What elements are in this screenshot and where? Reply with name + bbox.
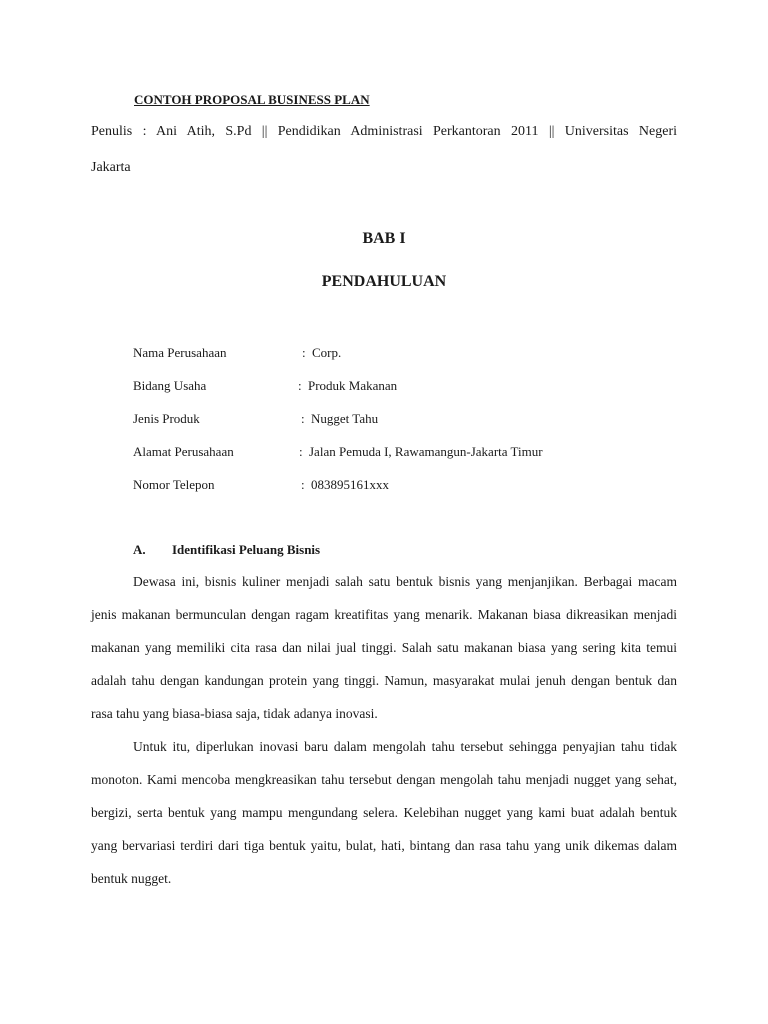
info-separator: : xyxy=(301,411,305,426)
chapter-title: PENDAHULUAN xyxy=(321,273,447,290)
paragraph-1-line-2: jenis makanan bermunculan dengan ragam kreatifitas yang menarik. Makanan biasa dikreasikan menjadi xyxy=(91,607,677,622)
paragraph-1-line-4: adalah tahu dengan kandungan protein yang tinggi. Namun, masyarakat mulai jenuh dengan bentuk dan xyxy=(91,673,677,688)
paragraph-2-line-1: Untuk itu, diperlukan inovasi baru dalam mengolah tahu tersebut sehingga penyajian tahu tidak xyxy=(133,739,677,754)
info-value: 083895161xxx xyxy=(311,477,389,492)
info-label: Jenis Produk xyxy=(133,411,200,426)
info-label: Bidang Usaha xyxy=(133,378,207,393)
paragraph-1-line-3: makanan yang memiliki cita rasa dan nilai jual tinggi. Salah satu makanan biasa yang sering kita temui xyxy=(91,640,677,655)
info-value: Nugget Tahu xyxy=(311,411,379,426)
section-number: A. xyxy=(133,542,146,557)
info-label: Alamat Perusahaan xyxy=(133,444,234,459)
document-title: CONTOH PROPOSAL BUSINESS PLAN xyxy=(134,92,370,107)
info-separator: : xyxy=(301,477,305,492)
paragraph-2-line-2: monoton. Kami mencoba mengkreasikan tahu tersebut dengan mengolah tahu menjadi nugget yang sehat, xyxy=(91,772,677,787)
info-value: Produk Makanan xyxy=(308,378,398,393)
info-label: Nama Perusahaan xyxy=(133,345,227,360)
paragraph-2-line-4: yang bervariasi terdiri dari tiga bentuk yaitu, bulat, hati, bintang dan rasa tahu yang unik dikemas dalam xyxy=(91,838,677,853)
info-label: Nomor Telepon xyxy=(133,477,215,492)
info-separator: : xyxy=(298,378,302,393)
paragraph-2-line-5: bentuk nugget. xyxy=(91,871,172,886)
info-separator: : xyxy=(302,345,306,360)
info-value: Corp. xyxy=(312,345,342,360)
info-separator: : xyxy=(299,444,303,459)
paragraph-1-line-1: Dewasa ini, bisnis kuliner menjadi salah satu bentuk bisnis yang menjanjikan. Berbagai macam xyxy=(133,574,677,589)
author-line-2: Jakarta xyxy=(91,160,131,175)
paragraph-1-line-5: rasa tahu yang biasa-biasa saja, tidak adanya inovasi. xyxy=(91,706,378,721)
author-line-1: Penulis : Ani Atih, S.Pd || Pendidikan Administrasi Perkantoran 2011 || Universitas Negeri xyxy=(91,124,677,139)
info-value: Jalan Pemuda I, Rawamangun-Jakarta Timur xyxy=(309,444,543,459)
section-title: Identifikasi Peluang Bisnis xyxy=(172,542,321,557)
chapter-number: BAB I xyxy=(362,230,406,247)
paragraph-2-line-3: bergizi, serta bentuk yang mampu mengundang selera. Kelebihan nugget yang kami buat adalah bentuk xyxy=(91,805,677,820)
